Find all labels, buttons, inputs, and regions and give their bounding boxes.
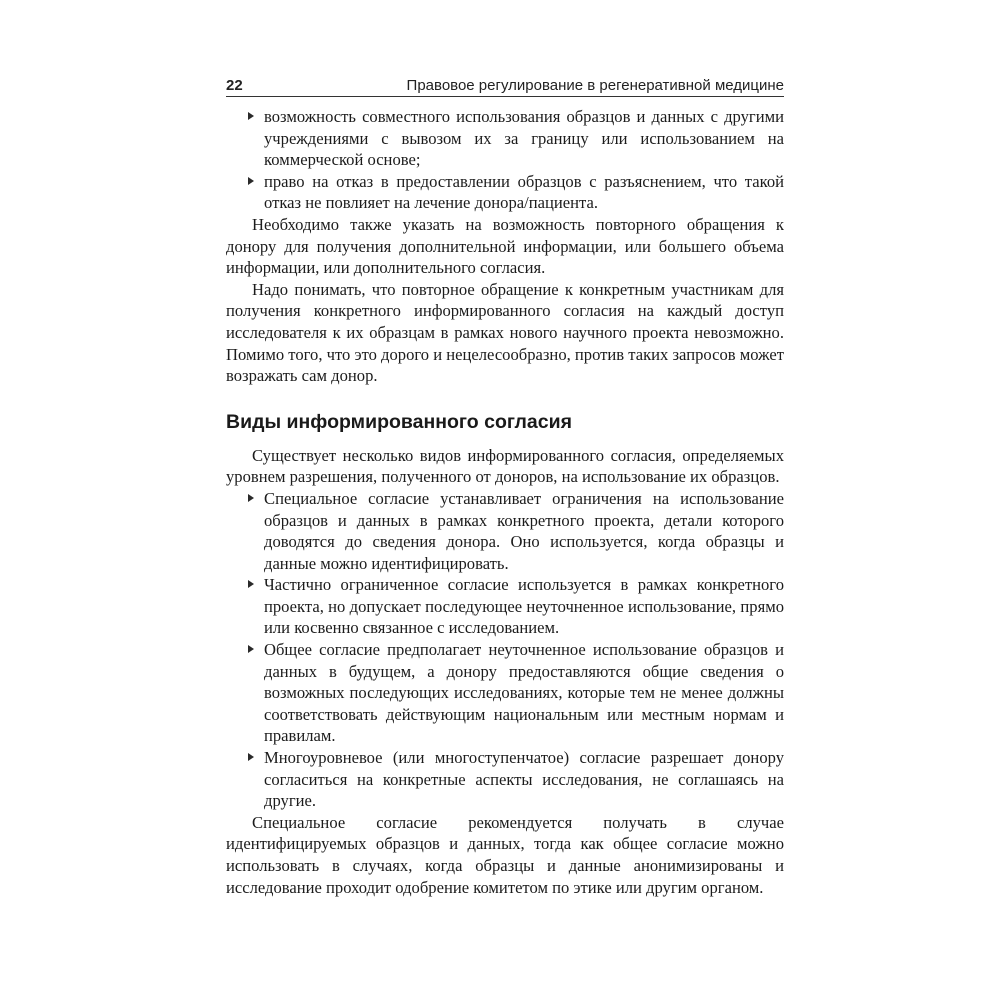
bullet-arrow-icon [248,645,254,653]
paragraph: Надо понимать, что повторное обращение к конкретным участникам для получения конкретного информированного согласия на каждый доступ исследователя к их образцам в рамках нового научного проекта невозможно. Помимо того, что это дорого и нецелесообразно, против таких запросов может возражать сам донор. [226,279,784,386]
paragraph: Необходимо также указать на возможность повторного обращения к донору для получения дополнительной информации, или большего объема информации, или дополнительного согласия. [226,214,784,278]
list-item-text: Общее согласие предполагает неуточненное использование образцов и данных в будущем, а донору предоставляются общие сведения о возможных последующих исследованиях, которые тем не менее должны соответствовать действующим национальным или местным нормам и правилам. [264,640,784,746]
list-item [226,639,784,747]
page-body [226,106,784,898]
bullet-arrow-icon [248,580,254,588]
section-heading: Виды информированного согласия [226,410,572,433]
list-item-text: Частично ограниченное согласие используется в рамках конкретного проекта, но допускает последующее неуточненное использование, прямо или косвенно связанное с исследованием. [264,575,784,638]
paragraph: Существует несколько видов информированного согласия, определяемых уровнем разрешения, полученного от доноров, на использование их образцов. [226,445,784,487]
list-item [226,747,784,812]
list-item [226,171,784,214]
list-item [226,574,784,639]
page-number: 22 [226,77,243,94]
bullet-arrow-icon [248,177,254,185]
list-item-text: Специальное согласие устанавливает ограничения на использование образцов и данных в рамках конкретного проекта, детали которого доводятся до сведения донора. Оно используется, когда образцы и данные можно идентифицировать. [264,488,784,573]
bullet-arrow-icon [248,494,254,502]
header-rule [226,96,784,97]
running-title: Правовое регулирование в регенеративной медицине [406,77,784,94]
paragraph: Специальное согласие рекомендуется получать в случае идентифицируемых образцов и данных, тогда как общее согласие можно использовать в случаях, когда образцы и данные анонимизированы и исследование проходит одобрение комитетом по этике или другим органом. [226,812,784,897]
bullet-arrow-icon [248,112,254,120]
list-item-text: возможность совместного использования образцов и данных с другими учреждениями с вывозом их за границу или использованием на коммерческой основе; [264,107,784,170]
list-item-text: Многоуровневое (или многоступенчатое) согласие разрешает донору согласиться на конкретные аспекты исследования, не соглашаясь на другие. [264,748,784,811]
running-header [226,72,784,94]
list-item [226,106,784,171]
bullet-arrow-icon [248,753,254,761]
list-item [226,488,784,574]
list-item-text: право на отказ в предоставлении образцов с разъяснением, что такой отказ не повлияет на лечение донора/пациента. [264,171,784,213]
